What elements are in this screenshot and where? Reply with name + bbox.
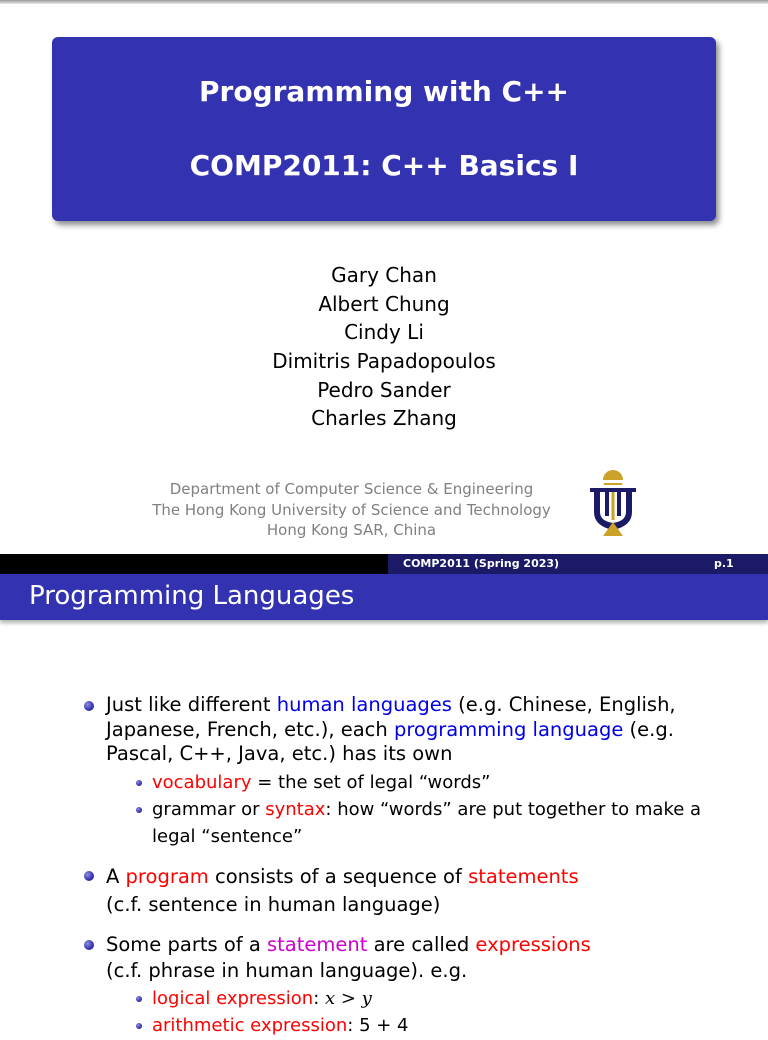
- presentation-title: Programming with C++: [199, 75, 569, 108]
- bullet-text: [106, 863, 726, 919]
- title-box: [52, 37, 716, 221]
- institute-line: The Hong Kong University of Science and Technology: [152, 500, 551, 519]
- author-name: Charles Zhang: [311, 406, 457, 431]
- text-span: Just like different: [106, 693, 277, 716]
- text-line: (c.f. sentence in human language): [106, 893, 441, 916]
- author-name: Pedro Sander: [317, 377, 451, 402]
- term-arithmetic-expression: arithmetic expression: [152, 1015, 348, 1036]
- text-span: (e.g. Pascal, C++, Java, etc.) has its own: [106, 717, 674, 766]
- term-program: program: [125, 865, 209, 888]
- author-name: Albert Chung: [318, 291, 450, 316]
- term-programming-language: programming language: [393, 717, 624, 741]
- sub-bullet-text: [152, 1013, 722, 1040]
- frame-title: Programming Languages: [29, 581, 355, 611]
- term-statement: statement: [267, 933, 368, 956]
- text-span: Some parts of a: [106, 933, 267, 956]
- text-span: consists of a sequence of: [208, 865, 469, 888]
- footer-page-number: p.1: [714, 557, 734, 570]
- footer-course: COMP2011 (Spring 2023): [403, 557, 560, 570]
- bullet-icon: [84, 940, 94, 950]
- text-line: (c.f. phrase in human language). e.g.: [106, 959, 468, 982]
- text-span: : how “words” are put together to make a legal “sentence”: [152, 799, 702, 847]
- hkust-logo-icon: [588, 466, 638, 538]
- bullet-icon: [84, 701, 94, 711]
- term-logical-expression: logical expression: [152, 988, 314, 1009]
- term-human-languages: human languages: [276, 693, 452, 716]
- author-name: Cindy Li: [344, 320, 424, 345]
- sub-bullet-text: [152, 797, 722, 850]
- text-span: : 5 + 4: [347, 1015, 409, 1036]
- text-span: are called: [367, 933, 476, 956]
- bullet-text: [106, 693, 726, 767]
- text-span: :: [313, 988, 325, 1009]
- institute-line: Hong Kong SAR, China: [266, 521, 437, 539]
- top-rule: [0, 0, 768, 4]
- sub-bullet-text: [152, 986, 722, 1013]
- term-expressions: expressions: [475, 933, 591, 956]
- text-span: grammar or: [152, 799, 266, 820]
- bullet-icon: [84, 871, 94, 881]
- sub-bullet-icon: [136, 1023, 142, 1029]
- slide-content: [0, 680, 768, 1036]
- text-span: = the set of legal “words”: [251, 772, 491, 793]
- author-name: Gary Chan: [331, 263, 437, 287]
- term-syntax: syntax: [265, 799, 326, 820]
- sub-bullet-icon: [136, 996, 142, 1002]
- sub-bullet-text: [152, 770, 722, 797]
- bullet-text: [106, 932, 726, 984]
- institute-line: Department of Computer Science & Engineering: [169, 480, 534, 498]
- term-vocabulary: vocabulary: [152, 772, 252, 793]
- term-statements: statements: [468, 865, 579, 888]
- text-span: (e.g. Chinese, English, Japanese, French, etc.), each: [106, 693, 676, 741]
- sub-bullet-icon: [136, 807, 142, 813]
- math-expression: x > y: [324, 988, 372, 1009]
- frame-title-bar: [0, 574, 768, 620]
- text-span: A: [106, 865, 126, 888]
- presentation-subtitle: COMP2011: C++ Basics I: [189, 149, 579, 182]
- sub-bullet-icon: [136, 780, 142, 786]
- author-list: [0, 261, 768, 433]
- author-name: Dimitris Papadopoulos: [272, 349, 496, 374]
- slide-footer: [0, 554, 768, 574]
